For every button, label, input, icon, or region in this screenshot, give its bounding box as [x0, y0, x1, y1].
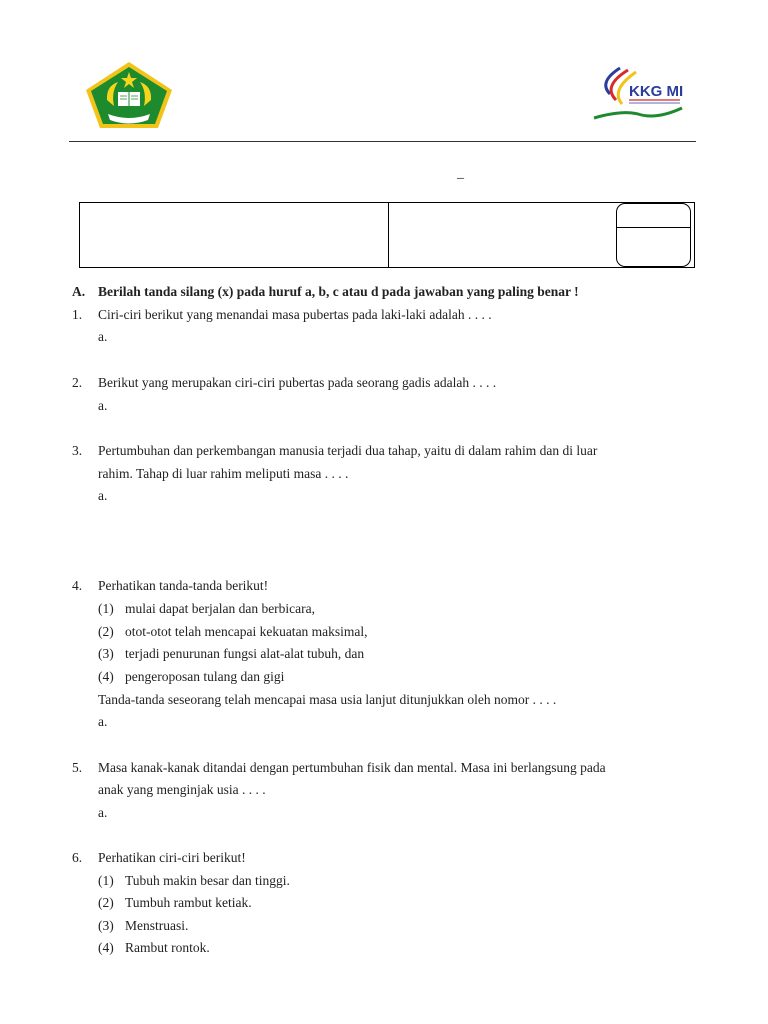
list-item-number: (3)	[98, 646, 114, 661]
question-text: rahim. Tahap di luar rahim meliputi masa . . . .	[98, 466, 349, 481]
header-divider	[69, 141, 696, 142]
svg-text:KKG MI: KKG MI	[629, 83, 684, 100]
question-number: 4.	[72, 578, 83, 593]
answer-option: a.	[98, 805, 108, 820]
info-box-divider	[388, 202, 389, 268]
question-number: 5.	[72, 760, 83, 775]
question-text: anak yang menginjak usia . . . .	[98, 782, 266, 797]
question-text: Ciri-ciri berikut yang menandai masa pubertas pada laki-laki adalah . . . .	[98, 307, 492, 322]
list-item-number: (2)	[98, 624, 114, 639]
answer-option: a.	[98, 398, 108, 413]
list-item-text: mulai dapat berjalan dan berbicara,	[125, 601, 316, 616]
question-number: 1.	[72, 307, 83, 322]
student-info-box	[79, 202, 695, 268]
question-number: 3.	[72, 443, 83, 458]
section-instruction: Berilah tanda silang (x) pada huruf a, b, c atau d pada jawaban yang paling benar !	[98, 284, 579, 299]
question-text: Perhatikan ciri-ciri berikut!	[98, 850, 246, 865]
score-box	[616, 203, 691, 267]
kemenag-emblem-icon	[84, 60, 174, 130]
answer-option: a.	[98, 714, 108, 729]
list-item-text: Menstruasi.	[125, 918, 189, 933]
answer-option: a.	[98, 329, 108, 344]
list-item-text: pengeroposan tulang dan gigi	[125, 669, 285, 684]
list-item-number: (1)	[98, 601, 114, 616]
list-item-number: (1)	[98, 873, 114, 888]
title-dash: _	[457, 166, 464, 181]
list-item-number: (4)	[98, 940, 114, 955]
list-item-text: Tumbuh rambut ketiak.	[125, 895, 252, 910]
kkg-mi-logo-icon	[592, 64, 684, 122]
score-box-divider	[617, 227, 690, 228]
question-number: 6.	[72, 850, 83, 865]
question-text: Pertumbuhan dan perkembangan manusia terjadi dua tahap, yaitu di dalam rahim dan di luar	[98, 443, 598, 458]
list-item-text: Rambut rontok.	[125, 940, 210, 955]
question-number: 2.	[72, 375, 83, 390]
question-text: Masa kanak-kanak ditandai dengan pertumbuhan fisik dan mental. Masa ini berlangsung pada	[98, 760, 606, 775]
question-text: Berikut yang merupakan ciri-ciri pubertas pada seorang gadis adalah . . . .	[98, 375, 497, 390]
list-item-text: Tubuh makin besar dan tinggi.	[125, 873, 290, 888]
list-item-number: (4)	[98, 669, 114, 684]
list-item-text: otot-otot telah mencapai kekuatan maksimal,	[125, 624, 368, 639]
list-item-number: (3)	[98, 918, 114, 933]
answer-option: a.	[98, 488, 108, 503]
list-item-text: terjadi penurunan fungsi alat-alat tubuh, dan	[125, 646, 365, 661]
question-text: Tanda-tanda seseorang telah mencapai masa usia lanjut ditunjukkan oleh nomor . . . .	[98, 692, 557, 707]
question-text: Perhatikan tanda-tanda berikut!	[98, 578, 269, 593]
section-label: A.	[72, 284, 86, 299]
list-item-number: (2)	[98, 895, 114, 910]
